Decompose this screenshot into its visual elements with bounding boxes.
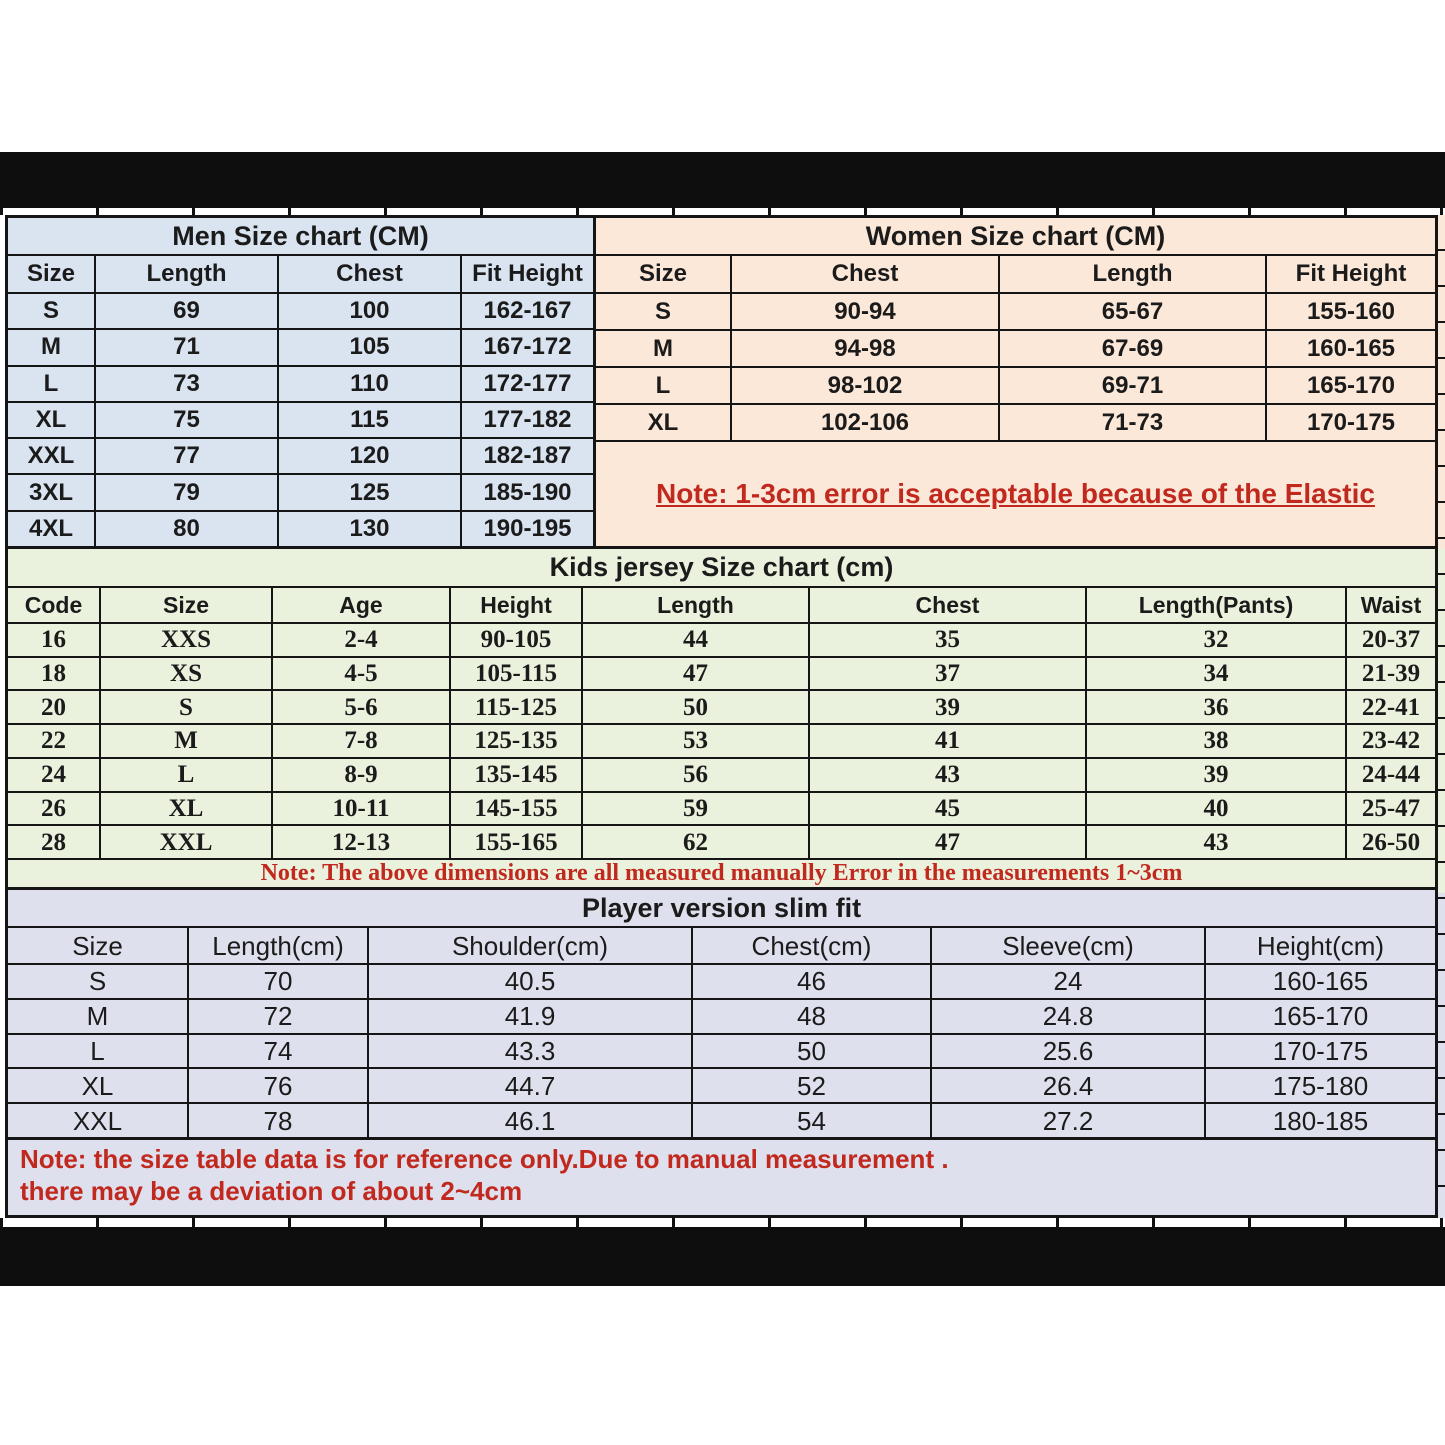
column-header: Length(Pants) xyxy=(1087,588,1345,622)
table-cell: 56 xyxy=(583,759,808,791)
table-cell: 98-102 xyxy=(732,368,998,403)
footer-note-line2: there may be a deviation of about 2~4cm xyxy=(20,1176,523,1206)
table-cell: 21-39 xyxy=(1347,658,1435,690)
table-cell: 74 xyxy=(189,1035,367,1068)
table-cell: XL xyxy=(8,1069,187,1102)
table-cell: 155-160 xyxy=(1267,294,1435,329)
table-cell: 115 xyxy=(279,403,460,437)
table-cell: 76 xyxy=(189,1069,367,1102)
table-cell: 44 xyxy=(583,624,808,656)
table-cell: 69 xyxy=(96,294,277,328)
table-cell: 26 xyxy=(8,793,99,825)
table-cell: 3XL xyxy=(8,475,94,509)
column-header: Height xyxy=(451,588,581,622)
table-cell: M xyxy=(596,331,730,366)
table-cell: 12-13 xyxy=(273,826,449,858)
table-cell: 72 xyxy=(189,1000,367,1033)
kids-table-title: Kids jersey Size chart (cm) xyxy=(8,549,1435,588)
table-cell: 4-5 xyxy=(273,658,449,690)
table-cell: 41.9 xyxy=(369,1000,691,1033)
bottom-black-bar xyxy=(0,1227,1445,1286)
right-edge-column xyxy=(1438,215,1445,1218)
table-cell: 69-71 xyxy=(1000,368,1265,403)
footer-note-line1: Note: the size table data is for reference only.Due to manual measurement . xyxy=(20,1144,949,1174)
table-cell: 90-94 xyxy=(732,294,998,329)
table-cell: 54 xyxy=(693,1104,930,1137)
men-size-table xyxy=(8,218,596,546)
table-cell: 5-6 xyxy=(273,691,449,723)
table-cell: 77 xyxy=(96,439,277,473)
table-cell: 180-185 xyxy=(1206,1104,1435,1137)
table-cell: 71-73 xyxy=(1000,405,1265,440)
table-cell: 52 xyxy=(693,1069,930,1102)
table-cell: XXS xyxy=(101,624,271,656)
table-cell: 39 xyxy=(1087,759,1345,791)
column-header: Length xyxy=(96,256,277,292)
kids-size-table xyxy=(8,549,1435,890)
column-header: Length(cm) xyxy=(189,928,367,963)
table-cell: 26.4 xyxy=(932,1069,1204,1102)
table-cell: 175-180 xyxy=(1206,1069,1435,1102)
table-cell: 167-172 xyxy=(462,330,593,364)
table-cell: M xyxy=(101,725,271,757)
top-black-bar xyxy=(0,152,1445,208)
size-chart-sheet xyxy=(5,215,1438,1218)
table-cell: 105 xyxy=(279,330,460,364)
table-cell: 24-44 xyxy=(1347,759,1435,791)
table-cell: 36 xyxy=(1087,691,1345,723)
table-cell: 43 xyxy=(1087,826,1345,858)
adult-size-section xyxy=(8,218,1435,549)
women-size-table xyxy=(596,218,1435,546)
table-cell: 35 xyxy=(810,624,1085,656)
table-cell: 46 xyxy=(693,965,930,998)
table-cell: 47 xyxy=(583,658,808,690)
table-cell: 110 xyxy=(279,367,460,401)
table-cell: 24.8 xyxy=(932,1000,1204,1033)
women-elastic-note: Note: 1-3cm error is acceptable because of the Elastic xyxy=(596,440,1435,546)
column-header: Size xyxy=(8,928,187,963)
table-cell: 23-42 xyxy=(1347,725,1435,757)
table-cell: 135-145 xyxy=(451,759,581,791)
table-cell: 7-8 xyxy=(273,725,449,757)
table-cell: 80 xyxy=(96,512,277,546)
grid-remnant-bottom xyxy=(0,1218,1445,1227)
table-cell: 28 xyxy=(8,826,99,858)
table-cell: 25.6 xyxy=(932,1035,1204,1068)
table-cell: S xyxy=(101,691,271,723)
table-cell: 34 xyxy=(1087,658,1345,690)
table-cell: 53 xyxy=(583,725,808,757)
table-cell: 18 xyxy=(8,658,99,690)
table-cell: 27.2 xyxy=(932,1104,1204,1137)
table-cell: M xyxy=(8,1000,187,1033)
column-header: Size xyxy=(8,256,94,292)
player-table-grid xyxy=(8,928,1435,1137)
table-cell: 22 xyxy=(8,725,99,757)
table-cell: 40 xyxy=(1087,793,1345,825)
table-cell: S xyxy=(8,965,187,998)
table-cell: 190-195 xyxy=(462,512,593,546)
table-cell: L xyxy=(596,368,730,403)
table-cell: 170-175 xyxy=(1267,405,1435,440)
table-cell: 65-67 xyxy=(1000,294,1265,329)
table-cell: 125-135 xyxy=(451,725,581,757)
table-cell: 79 xyxy=(96,475,277,509)
table-cell: XXL xyxy=(101,826,271,858)
men-table-grid xyxy=(8,256,593,546)
women-table-title: Women Size chart (CM) xyxy=(596,218,1435,256)
table-cell: 47 xyxy=(810,826,1085,858)
table-cell: 170-175 xyxy=(1206,1035,1435,1068)
table-cell: 2-4 xyxy=(273,624,449,656)
table-cell: 41 xyxy=(810,725,1085,757)
table-cell: 115-125 xyxy=(451,691,581,723)
table-cell: 43 xyxy=(810,759,1085,791)
table-cell: 24 xyxy=(932,965,1204,998)
column-header: Chest xyxy=(279,256,460,292)
column-header: Fit Height xyxy=(1267,256,1435,292)
column-header: Size xyxy=(596,256,730,292)
table-cell: 48 xyxy=(693,1000,930,1033)
table-cell: 177-182 xyxy=(462,403,593,437)
table-cell: 102-106 xyxy=(732,405,998,440)
table-cell: 20-37 xyxy=(1347,624,1435,656)
table-cell: 155-165 xyxy=(451,826,581,858)
table-cell: XXL xyxy=(8,1104,187,1137)
table-cell: 94-98 xyxy=(732,331,998,366)
player-table-title: Player version slim fit xyxy=(8,890,1435,928)
table-cell: 10-11 xyxy=(273,793,449,825)
table-cell: XS xyxy=(101,658,271,690)
column-header: Chest(cm) xyxy=(693,928,930,963)
table-cell: XXL xyxy=(8,439,94,473)
table-cell: S xyxy=(8,294,94,328)
table-cell: 120 xyxy=(279,439,460,473)
table-cell: 22-41 xyxy=(1347,691,1435,723)
table-cell: 73 xyxy=(96,367,277,401)
table-cell: 160-165 xyxy=(1206,965,1435,998)
men-table-title: Men Size chart (CM) xyxy=(8,218,593,256)
column-header: Fit Height xyxy=(462,256,593,292)
table-cell: 130 xyxy=(279,512,460,546)
table-cell: 71 xyxy=(96,330,277,364)
table-cell: 172-177 xyxy=(462,367,593,401)
table-cell: 145-155 xyxy=(451,793,581,825)
table-cell: 25-47 xyxy=(1347,793,1435,825)
column-header: Chest xyxy=(732,256,998,292)
column-header: Code xyxy=(8,588,99,622)
column-header: Chest xyxy=(810,588,1085,622)
table-cell: 32 xyxy=(1087,624,1345,656)
table-cell: 50 xyxy=(583,691,808,723)
table-cell: M xyxy=(8,330,94,364)
table-cell: 26-50 xyxy=(1347,826,1435,858)
table-cell: 44.7 xyxy=(369,1069,691,1102)
table-cell: L xyxy=(101,759,271,791)
column-header: Age xyxy=(273,588,449,622)
table-cell: 37 xyxy=(810,658,1085,690)
table-cell: 100 xyxy=(279,294,460,328)
table-cell: 78 xyxy=(189,1104,367,1137)
table-cell: 165-170 xyxy=(1267,368,1435,403)
footer-note xyxy=(8,1140,1435,1215)
table-cell: L xyxy=(8,367,94,401)
table-cell: 24 xyxy=(8,759,99,791)
women-table-grid xyxy=(596,256,1435,440)
table-cell: 38 xyxy=(1087,725,1345,757)
table-cell: L xyxy=(8,1035,187,1068)
table-cell: 46.1 xyxy=(369,1104,691,1137)
table-cell: 160-165 xyxy=(1267,331,1435,366)
table-cell: XL xyxy=(8,403,94,437)
table-cell: 75 xyxy=(96,403,277,437)
table-cell: XL xyxy=(101,793,271,825)
column-header: Length xyxy=(583,588,808,622)
kids-measurement-note: Note: The above dimensions are all measured manually Error in the measurements 1~3cm xyxy=(8,858,1435,887)
table-cell: 90-105 xyxy=(451,624,581,656)
table-cell: 50 xyxy=(693,1035,930,1068)
table-cell: 182-187 xyxy=(462,439,593,473)
column-header: Shoulder(cm) xyxy=(369,928,691,963)
table-cell: 70 xyxy=(189,965,367,998)
player-size-table xyxy=(8,890,1435,1140)
table-cell: 4XL xyxy=(8,512,94,546)
table-cell: 162-167 xyxy=(462,294,593,328)
table-cell: 105-115 xyxy=(451,658,581,690)
table-cell: 8-9 xyxy=(273,759,449,791)
table-cell: XL xyxy=(596,405,730,440)
table-cell: 40.5 xyxy=(369,965,691,998)
column-header: Sleeve(cm) xyxy=(932,928,1204,963)
column-header: Height(cm) xyxy=(1206,928,1435,963)
table-cell: 20 xyxy=(8,691,99,723)
table-cell: 59 xyxy=(583,793,808,825)
table-cell: 185-190 xyxy=(462,475,593,509)
table-cell: 39 xyxy=(810,691,1085,723)
table-cell: 125 xyxy=(279,475,460,509)
table-cell: 165-170 xyxy=(1206,1000,1435,1033)
table-cell: S xyxy=(596,294,730,329)
column-header: Length xyxy=(1000,256,1265,292)
table-cell: 62 xyxy=(583,826,808,858)
column-header: Waist xyxy=(1347,588,1435,622)
grid-remnant-top xyxy=(0,208,1445,215)
column-header: Size xyxy=(101,588,271,622)
table-cell: 43.3 xyxy=(369,1035,691,1068)
kids-table-grid xyxy=(8,588,1435,858)
table-cell: 45 xyxy=(810,793,1085,825)
table-cell: 67-69 xyxy=(1000,331,1265,366)
table-cell: 16 xyxy=(8,624,99,656)
